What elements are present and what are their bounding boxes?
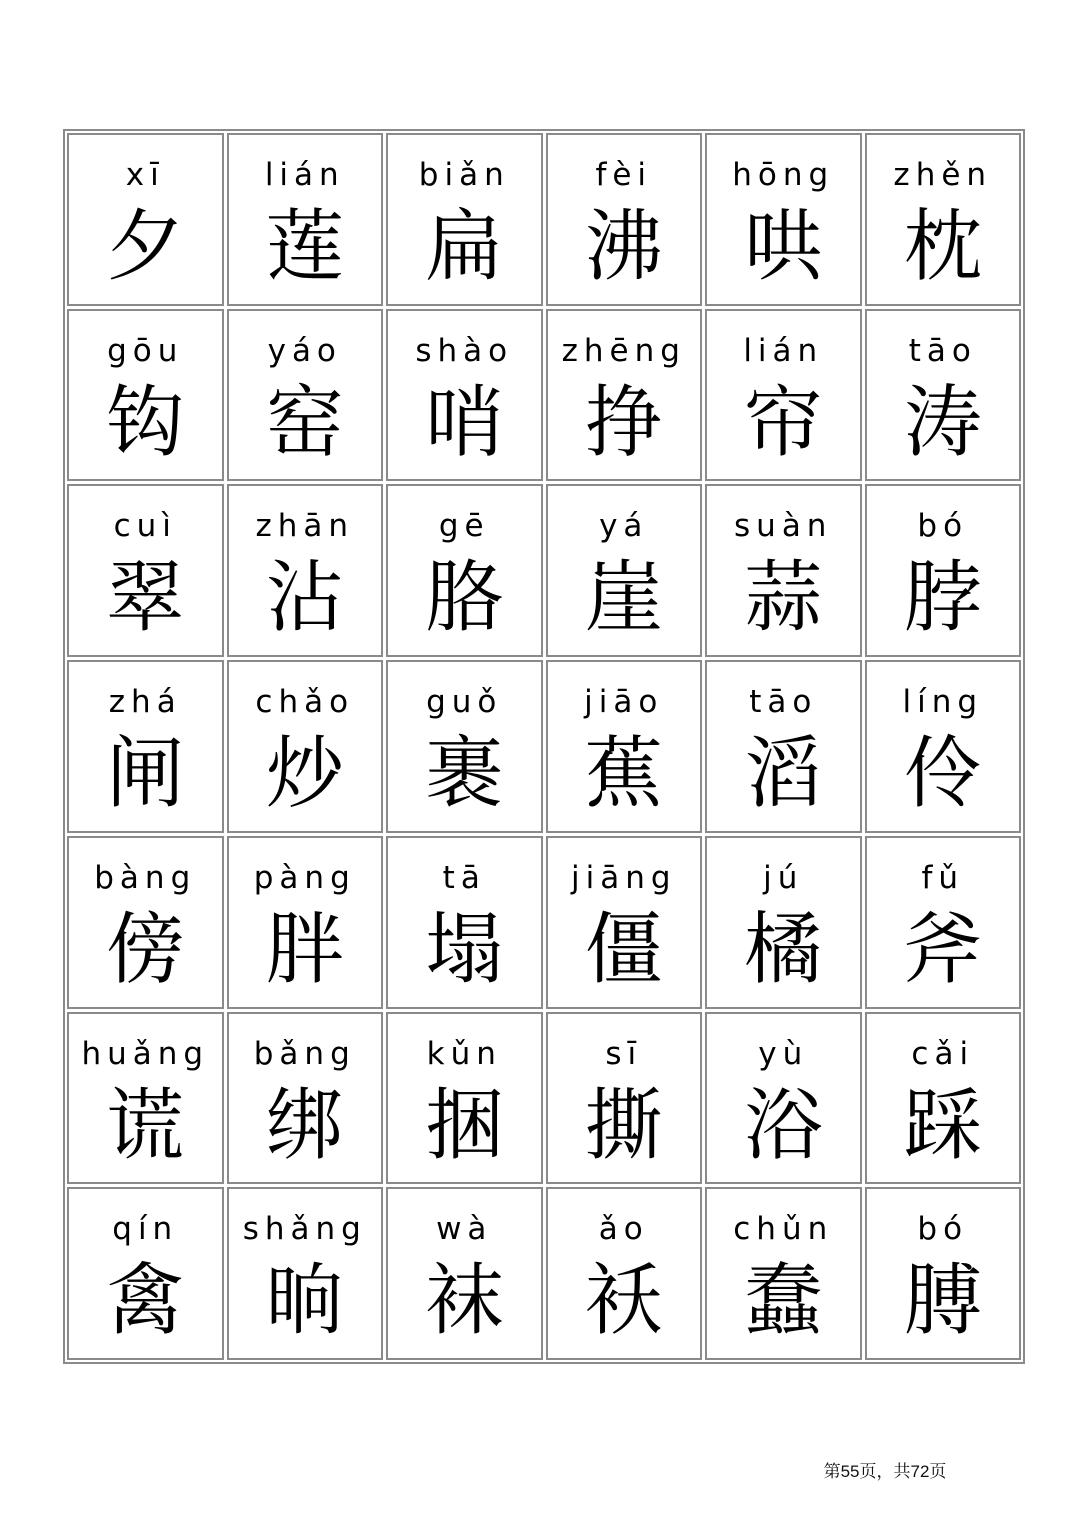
pinyin-label: bó xyxy=(917,508,969,545)
hanzi-character: 涛 xyxy=(903,377,982,468)
character-card xyxy=(546,660,703,833)
character-card xyxy=(705,836,862,1009)
character-card xyxy=(705,1012,862,1185)
character-card xyxy=(227,309,384,482)
pinyin-label: bǎng xyxy=(253,1035,356,1072)
character-card xyxy=(386,309,543,482)
hanzi-character: 膊 xyxy=(903,1256,982,1347)
character-card xyxy=(546,1187,703,1360)
hanzi-character: 蕉 xyxy=(584,729,663,820)
hanzi-character: 浴 xyxy=(744,1080,823,1171)
character-grid xyxy=(63,129,1025,1364)
character-card xyxy=(67,484,224,657)
hanzi-character: 帘 xyxy=(744,377,823,468)
pinyin-label: tāo xyxy=(908,332,977,369)
pinyin-label: cuì xyxy=(113,508,177,545)
pinyin-label: suàn xyxy=(734,508,833,545)
hanzi-character: 傍 xyxy=(106,904,185,995)
hanzi-character: 崖 xyxy=(584,553,663,644)
hanzi-character: 莲 xyxy=(265,202,344,292)
hanzi-character: 胳 xyxy=(425,553,504,644)
hanzi-character: 挣 xyxy=(584,377,663,468)
pinyin-label: jiāo xyxy=(584,684,664,721)
hanzi-character: 捆 xyxy=(425,1080,504,1171)
pinyin-label: shào xyxy=(415,332,514,369)
hanzi-character: 裹 xyxy=(425,729,504,820)
hanzi-character: 禽 xyxy=(106,1256,185,1347)
hanzi-character: 晌 xyxy=(265,1256,344,1347)
pinyin-label: jiāng xyxy=(570,859,677,896)
character-card xyxy=(546,484,703,657)
pinyin-label: kǔn xyxy=(426,1035,502,1072)
character-card xyxy=(865,1187,1022,1360)
character-card xyxy=(386,133,543,306)
hanzi-character: 炒 xyxy=(265,729,344,820)
pinyin-label: ǎo xyxy=(598,1211,649,1248)
hanzi-character: 绑 xyxy=(265,1080,344,1171)
pinyin-label: wà xyxy=(436,1211,493,1248)
character-card xyxy=(386,1187,543,1360)
hanzi-character: 闸 xyxy=(106,729,185,820)
character-card xyxy=(705,484,862,657)
hanzi-character: 沸 xyxy=(584,202,663,292)
character-card xyxy=(865,1012,1022,1185)
pinyin-label: chǔn xyxy=(733,1211,834,1248)
hanzi-character: 蠢 xyxy=(744,1256,823,1347)
hanzi-character: 扁 xyxy=(425,202,504,292)
pinyin-label: tāo xyxy=(749,684,818,721)
character-card xyxy=(67,1187,224,1360)
hanzi-character: 蒜 xyxy=(744,553,823,644)
pinyin-label: chǎo xyxy=(255,684,355,721)
pinyin-label: xī xyxy=(125,157,165,193)
pinyin-label: zhá xyxy=(108,684,182,721)
character-card xyxy=(546,836,703,1009)
pinyin-label: gē xyxy=(438,508,490,545)
character-card xyxy=(705,309,862,482)
hanzi-character: 袄 xyxy=(584,1256,663,1347)
character-card xyxy=(705,1187,862,1360)
character-card xyxy=(67,133,224,306)
pinyin-label: pàng xyxy=(253,859,356,896)
hanzi-character: 僵 xyxy=(584,904,663,995)
pinyin-label: zhēng xyxy=(561,332,686,369)
pinyin-label: bàng xyxy=(94,859,197,896)
pinyin-label: hōng xyxy=(732,157,835,193)
character-card xyxy=(386,660,543,833)
pinyin-label: yù xyxy=(758,1035,809,1072)
pinyin-label: huǎng xyxy=(81,1035,210,1072)
character-card xyxy=(705,133,862,306)
pinyin-label: shǎng xyxy=(242,1211,367,1248)
pinyin-label: zhān xyxy=(255,508,355,545)
hanzi-character: 窑 xyxy=(265,377,344,468)
character-card xyxy=(546,133,703,306)
character-card xyxy=(865,133,1022,306)
page-number: 第55页，共72页 xyxy=(823,1462,947,1481)
pinyin-label: guǒ xyxy=(426,684,503,721)
pinyin-label: cǎi xyxy=(911,1035,975,1072)
pinyin-label: fèi xyxy=(595,157,653,193)
hanzi-character: 脖 xyxy=(903,553,982,644)
hanzi-character: 伶 xyxy=(903,729,982,820)
pinyin-label: qín xyxy=(112,1211,179,1248)
character-card xyxy=(227,660,384,833)
pinyin-label: zhěn xyxy=(893,157,993,193)
hanzi-character: 胖 xyxy=(265,904,344,995)
hanzi-character: 沾 xyxy=(265,553,344,644)
character-card xyxy=(227,1187,384,1360)
character-card xyxy=(386,484,543,657)
character-card xyxy=(227,484,384,657)
hanzi-character: 枕 xyxy=(903,202,982,292)
character-card xyxy=(67,660,224,833)
character-card xyxy=(386,836,543,1009)
character-card xyxy=(546,309,703,482)
pinyin-label: jú xyxy=(763,859,804,896)
character-card xyxy=(865,484,1022,657)
hanzi-character: 橘 xyxy=(744,904,823,995)
character-card xyxy=(227,836,384,1009)
character-card xyxy=(67,309,224,482)
character-card xyxy=(67,836,224,1009)
character-card xyxy=(865,660,1022,833)
hanzi-character: 哄 xyxy=(744,202,823,292)
pinyin-label: lián xyxy=(743,332,824,369)
pinyin-label: biǎn xyxy=(418,157,510,193)
character-card xyxy=(67,1012,224,1185)
hanzi-character: 斧 xyxy=(903,904,982,995)
hanzi-character: 撕 xyxy=(584,1080,663,1171)
character-card xyxy=(865,836,1022,1009)
hanzi-character: 翠 xyxy=(106,553,185,644)
hanzi-character: 滔 xyxy=(744,729,823,820)
hanzi-character: 钩 xyxy=(106,377,185,468)
hanzi-character: 谎 xyxy=(106,1080,185,1171)
pinyin-label: yáo xyxy=(267,332,342,369)
hanzi-character: 踩 xyxy=(903,1080,982,1171)
hanzi-character: 袜 xyxy=(425,1256,504,1347)
pinyin-label: fǔ xyxy=(921,859,965,896)
pinyin-label: bó xyxy=(917,1211,969,1248)
hanzi-character: 夕 xyxy=(106,202,185,292)
pinyin-label: gōu xyxy=(107,332,184,369)
character-card xyxy=(227,1012,384,1185)
pinyin-label: sī xyxy=(605,1035,643,1072)
pinyin-label: yá xyxy=(599,508,649,545)
pinyin-label: tā xyxy=(442,859,486,896)
character-card xyxy=(386,1012,543,1185)
hanzi-character: 塌 xyxy=(425,904,504,995)
pinyin-label: lián xyxy=(264,157,345,193)
character-card xyxy=(227,133,384,306)
character-card xyxy=(705,660,862,833)
character-card xyxy=(865,309,1022,482)
character-card xyxy=(546,1012,703,1185)
pinyin-label: líng xyxy=(902,684,984,721)
hanzi-character: 哨 xyxy=(425,377,504,468)
